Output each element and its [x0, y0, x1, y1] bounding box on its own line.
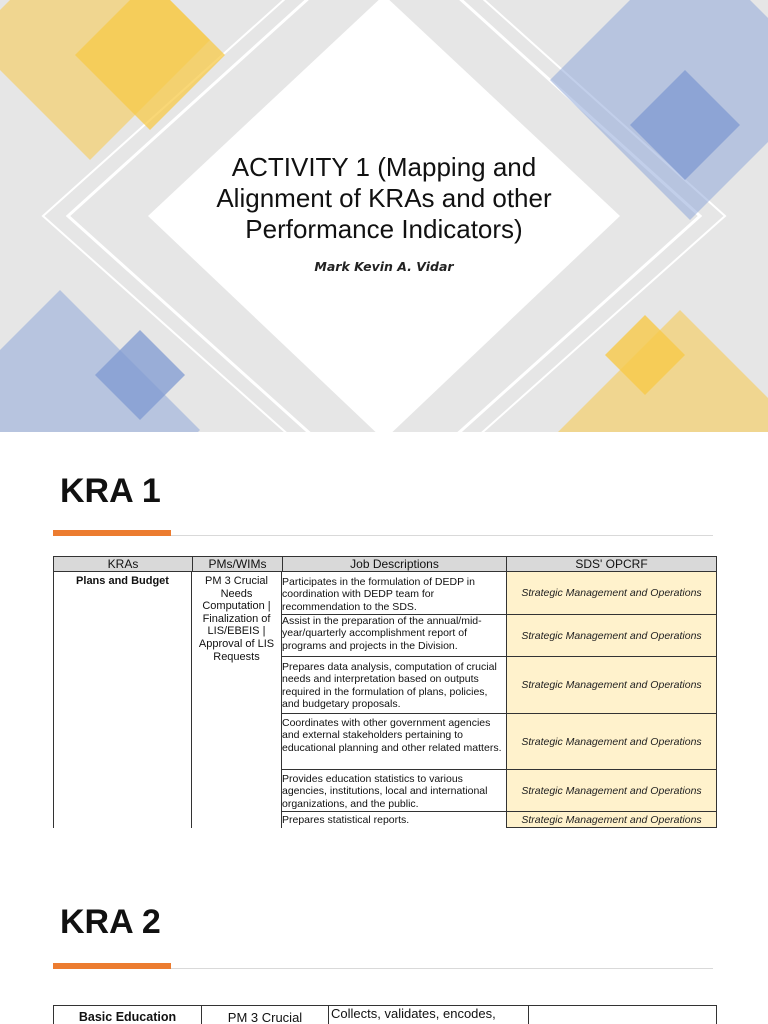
- kra2-divider: [171, 968, 713, 969]
- kra1-table: [53, 556, 717, 828]
- author-name: Mark Kevin A. Vidar: [314, 259, 454, 274]
- job-description-cell: Participates in the formulation of DEDP in coordination with DEDP team for recommendation to the SDS.: [282, 576, 506, 615]
- opcrf-cell: Strategic Management and Operations: [506, 572, 717, 615]
- opcrf-cell: Strategic Management and Operations: [506, 657, 717, 714]
- header-opcrf: SDS' OPCRF: [506, 556, 717, 572]
- kra1-divider: [171, 535, 713, 536]
- pm-cell: PM 3 Crucial: [202, 1006, 329, 1024]
- opcrf-cell: Strategic Management and Operations: [506, 812, 717, 828]
- opcrf-cell: Strategic Management and Operations: [506, 770, 717, 812]
- job-description-cell: Provides education statistics to various agencies, institutions, local and international organizations, and the public.: [282, 770, 506, 812]
- header-pms: PMs/WIMs: [192, 556, 283, 572]
- kra2-heading: KRA 2: [60, 903, 161, 941]
- kra1-accent-rule: [53, 530, 171, 536]
- kra1-heading: KRA 1: [60, 472, 161, 510]
- presentation-title: ACTIVITY 1 (Mapping and Alignment of KRAs and other Performance Indicators): [216, 152, 552, 244]
- job-description-cell: Collects, validates, encodes,: [329, 1006, 529, 1024]
- kra2-accent-rule: [53, 963, 171, 969]
- job-description-cell: Coordinates with other government agencies and external stakeholders pertaining to educational planning and other related matters.: [282, 714, 506, 770]
- header-kras: KRAs: [53, 556, 193, 572]
- opcrf-cell: Strategic Management and Operations: [506, 615, 717, 657]
- title-slide: [0, 0, 768, 432]
- opcrf-cell: [529, 1006, 717, 1024]
- header-job-descriptions: Job Descriptions: [282, 556, 507, 572]
- title-block: [184, 152, 584, 274]
- opcrf-cell: Strategic Management and Operations: [506, 714, 717, 770]
- job-description-cell: Assist in the preparation of the annual/mid-year/quarterly accomplishment report of programs and projects in the Division.: [282, 615, 506, 657]
- kra-cell: Basic Education: [54, 1006, 202, 1024]
- pm-cell: PM 3 Crucial Needs Computation | Finalization of LIS/EBEIS | Approval of LIS Requests: [192, 572, 282, 828]
- kra-cell: Plans and Budget: [53, 572, 192, 828]
- job-description-cell: Prepares data analysis, computation of crucial needs and interpretation based on outputs required in the formulation of plans, policies, and budgetary proposals.: [282, 657, 506, 714]
- kra2-table: [53, 1005, 717, 1024]
- job-description-cell: Prepares statistical reports.: [282, 814, 410, 826]
